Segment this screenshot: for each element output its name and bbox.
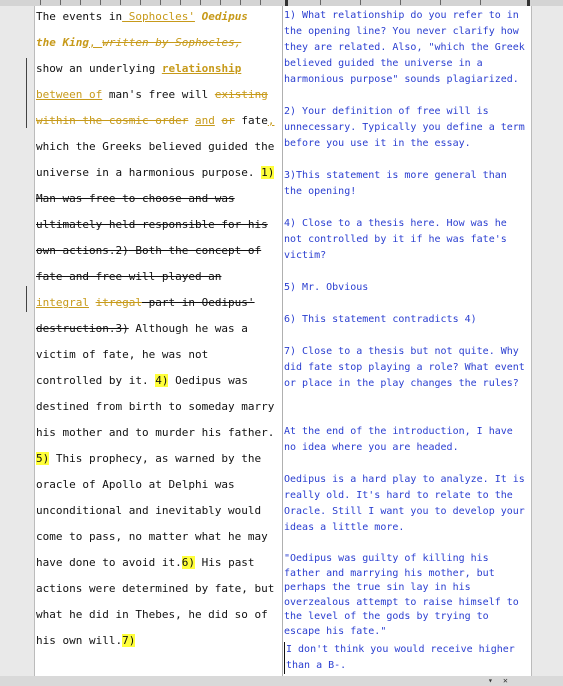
comment-marker: 7) (122, 634, 136, 647)
text-line: universe in a harmonious purpose. 1) (36, 166, 275, 179)
horizontal-scrollbar[interactable] (0, 676, 563, 686)
text-line: 5) This prophecy, as warned by the (36, 452, 262, 465)
text-line: show an underlying relationship (36, 62, 242, 75)
text-line: have done to avoid it.6) His past (36, 556, 255, 569)
text-line: which the Greeks believed guided the (36, 140, 275, 153)
comment-6: 6) This statement contradicts 4) (284, 314, 477, 325)
text-line: victim of fate, he was not (36, 348, 209, 361)
text-line: destined from birth to someday marry (36, 400, 275, 413)
text-line: actions were determined by fate, but (36, 582, 275, 595)
text-line: The events in Sophocles' Oedipus (36, 10, 248, 23)
comment-marker: 1) (261, 166, 275, 179)
comment-5: 5) Mr. Obvious (284, 282, 369, 293)
comment-grade: I don't think you would receive higher than a B-. (284, 642, 532, 674)
text-line: fate and free will played an (36, 270, 222, 283)
text-line: come to pass, no matter what he may (36, 530, 268, 543)
close-icon[interactable]: ✕ (503, 676, 508, 685)
comment-intro: At the end of the introduction, I have no idea where you are headed. (284, 426, 513, 453)
change-bar (26, 58, 27, 128)
text-line: controlled by it. 4) Oedipus was (36, 374, 248, 387)
text-line: his mother and to murder his father. (36, 426, 275, 439)
text-line: the King, written by Sophocles, (36, 36, 242, 49)
comment-4: 4) Close to a thesis here. How was he not controlled by it if he was fate's victim? (284, 218, 507, 261)
text-line: integral itregal part in Oedipus' (36, 296, 255, 309)
comment-summary: Oedipus is a hard play to analyze. It is really old. It's hard to relate to the Oracle. Still I want you to develop your ideas a little more. (284, 474, 525, 533)
text-line: ultimately held responsible for his (36, 218, 268, 231)
comment-marker: 6) (181, 556, 195, 569)
text-line: Man was free to choose and was (36, 192, 235, 205)
essay-text[interactable] (36, 8, 282, 658)
comment-2: 2) Your definition of free will is unnecessary. Typically you define a term before you use it in the essay. (284, 106, 525, 149)
comment-3: 3)This statement is more general than the opening! (284, 170, 507, 197)
comment-1: 1) What relationship do you refer to in the opening line? You never clarify how they are related. Also, "which the Greek believed guided the universe in a harmonious purpose" sounds plagiarized. (284, 10, 525, 85)
comment-7: 7) Close to a thesis but not quite. Why did fate stop playing a role? What event or place in the play changes the rules? (284, 346, 525, 389)
text-line: what he did in Thebes, he did so of (36, 608, 268, 621)
text-line: unconditional and inevitably would (36, 504, 262, 517)
text-line: destruction.3) Although he was a (36, 322, 248, 335)
text-line: own actions.2) Both the concept of (36, 244, 262, 257)
change-bar (26, 286, 27, 312)
text-line: between of man's free will existing (36, 88, 268, 101)
text-line: his own will.7) (36, 634, 136, 647)
text-line: oracle of Apollo at Delphi was (36, 478, 235, 491)
comment-quote: "Oedipus was guilty of killing his father and marrying his mother, but perhaps the true sin lay in his overzealous attempt to raise himself to the level of the gods by trying to escape his fate." (284, 553, 519, 637)
text-line: within the cosmic order and or fate, (36, 114, 275, 127)
column-divider (282, 6, 283, 676)
chevron-down-icon[interactable]: ▾ (488, 676, 493, 685)
comment-marker: 5) (36, 452, 50, 465)
comment-marker: 4) (155, 374, 169, 387)
